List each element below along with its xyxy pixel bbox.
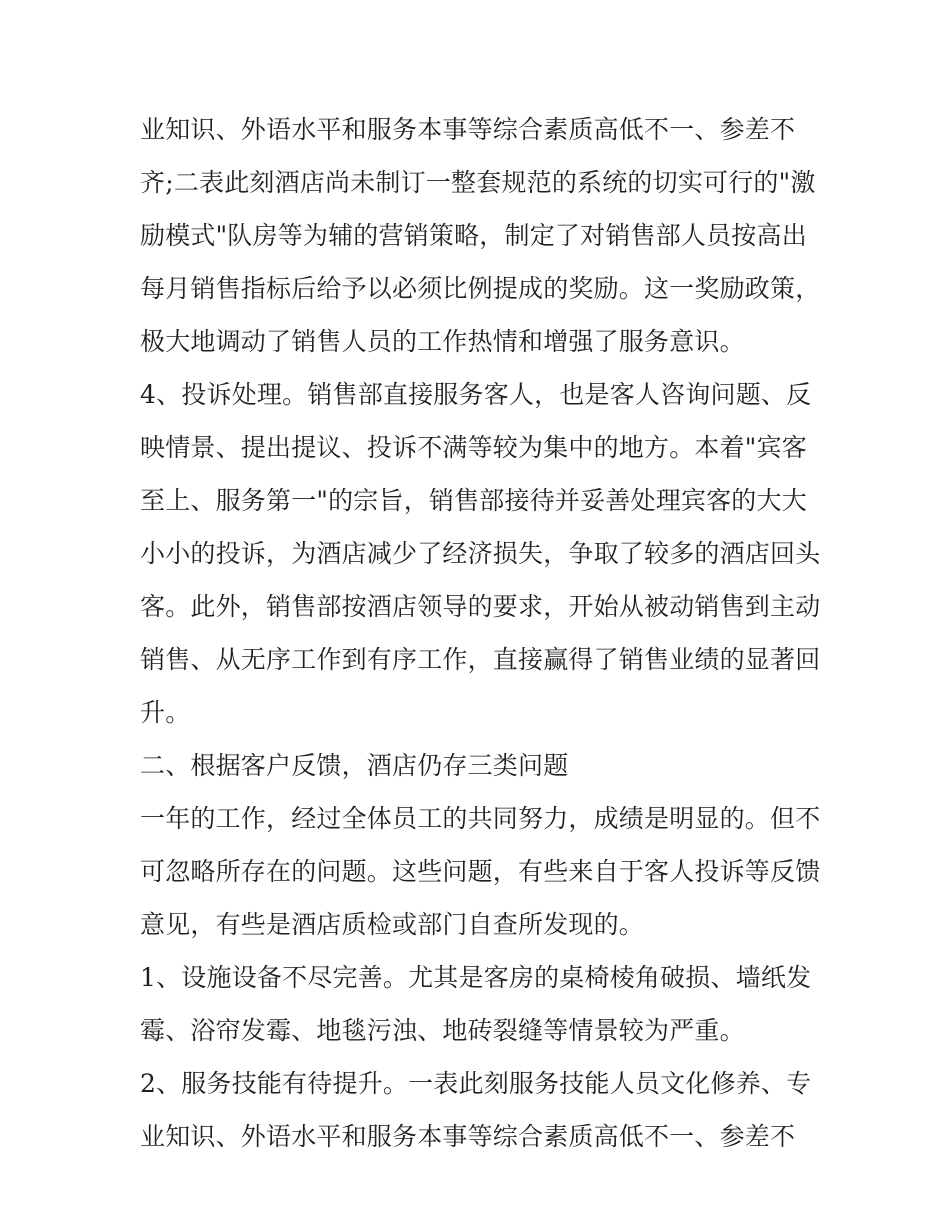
text-line: 励模式"队房等为辅的营销策略，制定了对销售部人员按高出 [140,221,807,250]
text-line: 意见，有些是酒店质检或部门自查所发现的。 [140,910,645,939]
text-line: 小小的投诉，为酒店减少了经济损失，争取了较多的酒店回头 [140,539,821,568]
text-line: 一年的工作，经过全体员工的共同努力，成绩是明显的。但不 [140,804,821,833]
text-line: 业知识、外语水平和服务本事等综合素质高低不一、参差不 [140,115,796,144]
text-line: 齐;二表此刻酒店尚未制订一整套规范的系统的切实可行的"激 [140,168,816,197]
text-line: 可忽略所存在的问题。这些问题，有些来自于客人投诉等反馈 [140,857,821,886]
text-line: 客。此外，销售部按酒店领导的要求，开始从被动销售到主动 [140,592,821,621]
text-line: 霉、浴帘发霉、地毯污浊、地砖裂缝等情景较为严重。 [140,1016,745,1045]
text-line: 至上、服务第一"的宗旨，销售部接待并妥善处理宾客的大大 [140,486,807,515]
text-line: 升。 [140,698,191,727]
text-line: 4、投诉处理。销售部直接服务客人，也是客人咨询问题、反 [140,380,812,409]
text-line: 业知识、外语水平和服务本事等综合素质高低不一、参差不 [140,1122,796,1151]
text-line: 极大地调动了销售人员的工作热情和增强了服务意识。 [140,327,745,356]
text-line: 映情景、提出提议、投诉不满等较为集中的地方。本着"宾客 [140,433,807,462]
text-line: 1、设施设备不尽完善。尤其是客房的桌椅棱角破损、墙纸发 [140,963,812,992]
section-heading: 二、根据客户反馈，酒店仍存三类问题 [140,751,569,780]
text-line: 每月销售指标后给予以必须比例提成的奖励。这一奖励政策， [140,274,821,303]
text-line: 2、服务技能有待提升。一表此刻服务技能人员文化修养、专 [140,1069,812,1098]
text-line: 销售、从无序工作到有序工作，直接赢得了销售业绩的显著回 [140,645,821,674]
